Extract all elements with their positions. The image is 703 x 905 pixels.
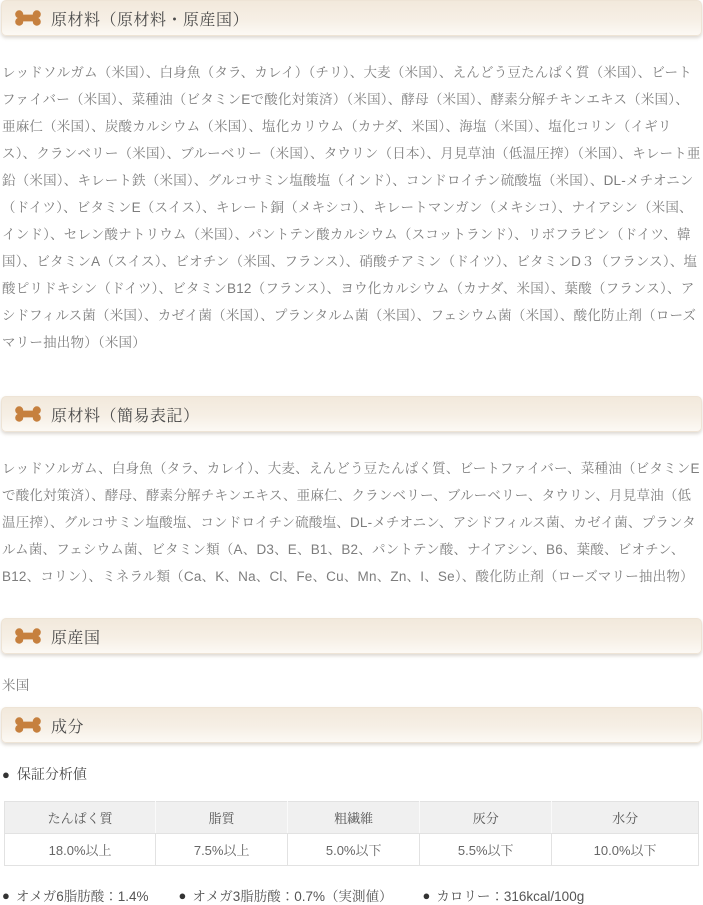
origin-text: 米国 (2, 678, 30, 693)
bone-icon (15, 406, 41, 422)
spacer (0, 699, 703, 707)
section-header-ingredients-simple (1, 396, 702, 432)
spacer (0, 356, 703, 396)
table-header-fiber: 粗繊維 (288, 802, 420, 834)
section-title-origin: 原産国 (51, 629, 101, 647)
note-omega3 (179, 885, 393, 905)
table-value-ash: 5.5%以下 (420, 834, 552, 866)
section-title-composition: 成分 (51, 718, 85, 736)
section-title-ingredients-full: 原材料（原材料・原産国） (51, 11, 250, 29)
note-calories (423, 885, 585, 905)
bullet-icon: ● (2, 766, 10, 782)
section-header-origin (1, 618, 702, 654)
ingredients-simple-text: レッドソルガム、白身魚（タラ、カレイ）、大麦、えんどう豆たんぱく質、ビートファイバー、菜種油（ビタミンEで酸化対策済）、酵母、酵素分解チキンエキス、亜麻仁、クランベリー、ブルーベリー、タウリン、月見草油（低温圧搾）、グルコサミン塩酸塩、コンドロイチン硫酸塩、DL-メチオニン、アシドフィルス菌、カゼイ菌、プランタルム菌、フェシウム菌、ビタミン類（A、D3、E、B1、B2、パントテン酸、ナイアシン、B6、葉酸、ビオチン、B12、コリン）、ミネラル類（Ca、K、Na、Cl、Fe、Cu、Mn、Zn、I、Se）、酸化防止剤（ローズマリー抽出物） (2, 461, 700, 584)
guaranteed-analysis-label (2, 764, 701, 784)
ingredients-full-text: レッドソルガム（米国）、白身魚（タラ、カレイ）（チリ）、大麦（米国）、えんどう豆たんぱく質（米国）、ビートファイバー（米国）、菜種油（ビタミンEで酸化対策済）（米国）、酵母（米国）、酵素分解チキンエキス（米国）、亜麻仁（米国）、炭酸カルシウム（米国）、塩化カリウム（カナダ、米国）、海塩（米国）、塩化コリン（イギリス）、クランベリー（米国）、ブルーベリー（米国）、タウリン（日本）、月見草油（低温圧搾）（米国）、キレート亜鉛（米国）、キレート鉄（米国）、グルコサミン塩酸塩（インド）、コンドロイチン硫酸塩（米国）、DL-メチオニン（ドイツ）、ビタミンE（スイス）、キレート銅（メキシコ）、キレートマンガン（メキシコ）、ナイアシン（米国、インド）、セレン酸ナトリウム（米国）、パントテン酸カルシウム（スコットランド）、リボフラビン（ドイツ、韓国）、ビタミンA（スイス）、ビオチン（米国、フランス）、硝酸チアミン（ドイツ）、ビタミンD３（フランス）、塩酸ピリドキシン（ドイツ）、ビタミンB12（フランス）、ヨウ化カルシウム（カナダ、米国）、葉酸（フランス）、アシドフィルス菌（米国）、カゼイ菌（米国）、プランタルム菌（米国）、フェシウム菌（米国）、酸化防止剤（ローズマリー抽出物）（米国） (2, 65, 701, 350)
section-title-ingredients-simple: 原材料（簡易表記） (51, 407, 200, 425)
table-value-row (5, 834, 699, 866)
table-value-fiber: 5.0%以下 (288, 834, 420, 866)
bone-icon (15, 717, 41, 733)
note-calories-text: カロリー：316kcal/100g (436, 889, 585, 904)
table-header-fat: 脂質 (156, 802, 288, 834)
note-omega3-text: オメガ3脂肪酸：0.7%（実測値） (192, 889, 393, 904)
bullet-icon: ● (2, 887, 10, 903)
section-header-composition (1, 707, 702, 743)
table-value-fat: 7.5%以上 (156, 834, 288, 866)
bullet-icon: ● (178, 887, 187, 903)
bullet-icon: ● (422, 887, 431, 903)
table-value-protein: 18.0%以上 (5, 834, 156, 866)
note-omega6-text: オメガ6脂肪酸：1.4% (15, 889, 149, 904)
table-value-moisture: 10.0%以下 (552, 834, 699, 866)
guaranteed-analysis-label-text: 保証分析値 (16, 766, 87, 782)
nutrition-notes (2, 885, 701, 905)
table-header-moisture: 水分 (552, 802, 699, 834)
spacer (0, 590, 703, 618)
table-header-row (5, 802, 699, 834)
bone-icon (15, 10, 41, 26)
bone-icon (15, 628, 41, 644)
note-omega6 (2, 885, 149, 905)
table-header-protein: たんぱく質 (5, 802, 156, 834)
guaranteed-analysis-table (4, 801, 699, 866)
table-header-ash: 灰分 (420, 802, 552, 834)
section-header-ingredients-full (1, 0, 702, 36)
